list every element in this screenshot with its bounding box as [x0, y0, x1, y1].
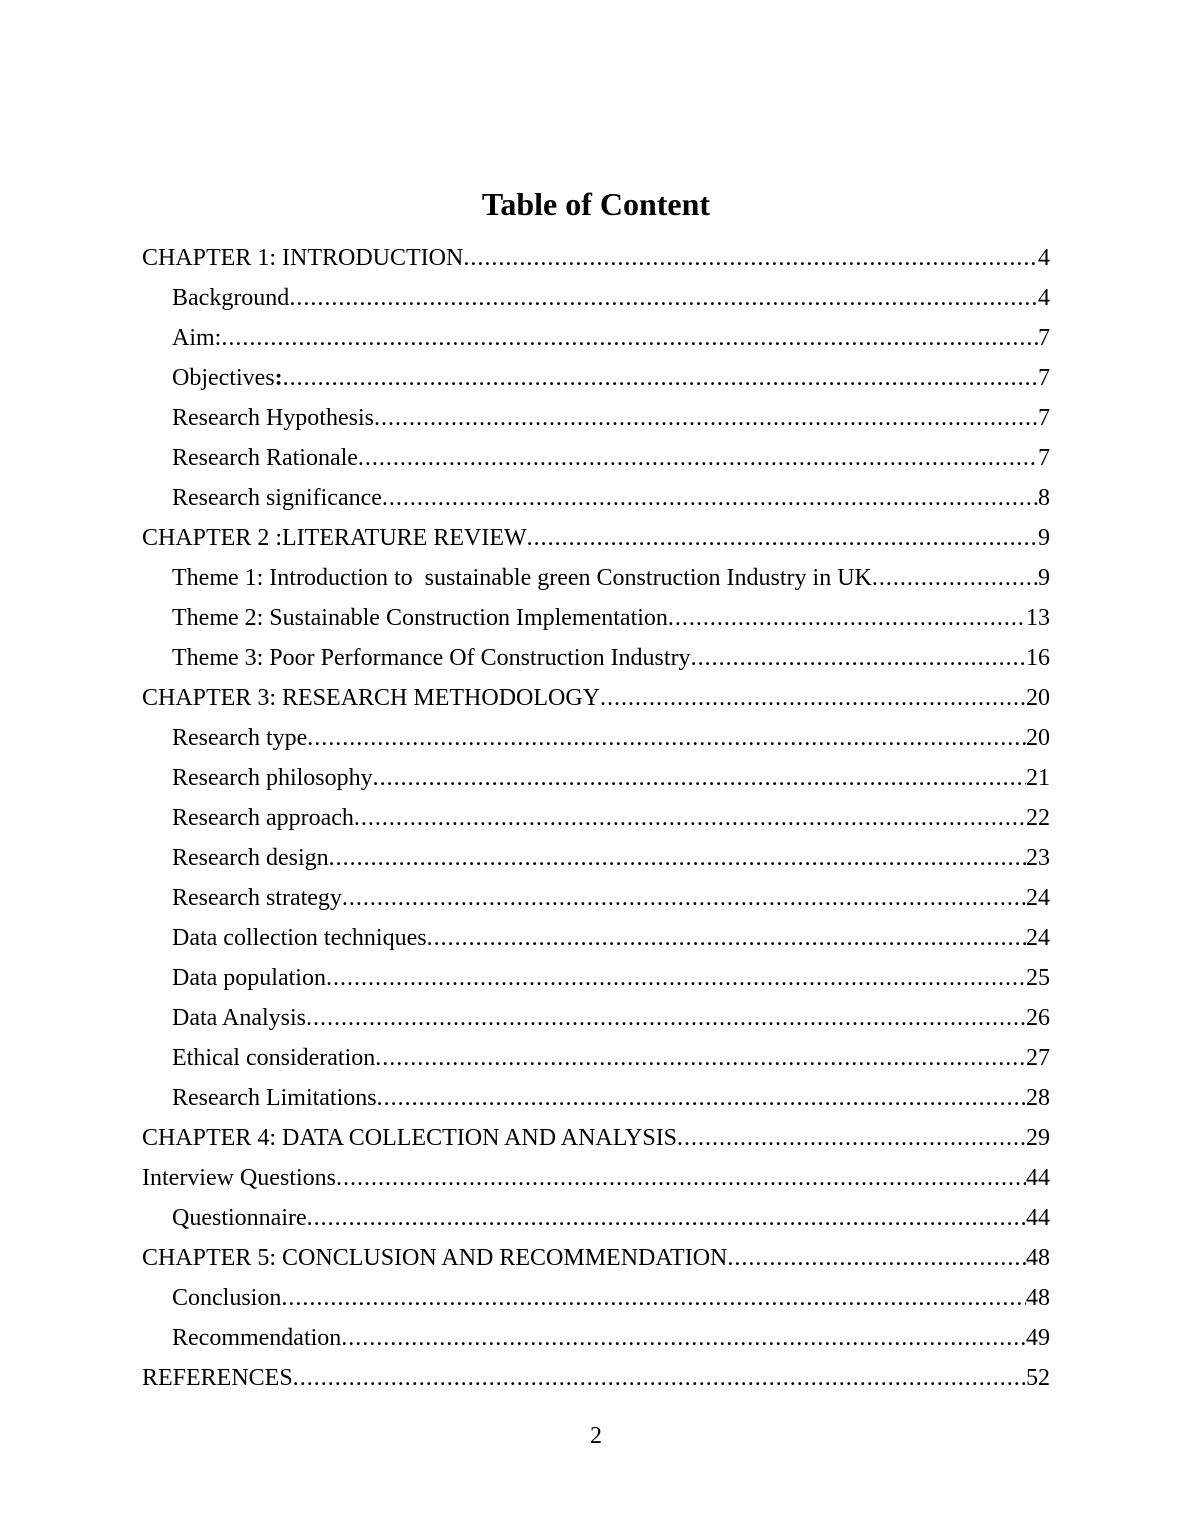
- toc-dot-leader: [307, 1198, 1026, 1238]
- toc-dot-leader: [527, 518, 1038, 558]
- toc-row: [142, 1318, 1050, 1358]
- toc-row: [142, 1198, 1050, 1238]
- toc-row: [142, 838, 1050, 878]
- toc-entry-label: Conclusion: [172, 1285, 282, 1311]
- toc-row: [142, 638, 1050, 678]
- toc-entry-label: Research philosophy: [172, 765, 373, 791]
- toc-entry-label: Research approach: [172, 805, 354, 831]
- toc-page-number: 24: [1026, 885, 1050, 911]
- toc-entry-label: Recommendation: [172, 1325, 342, 1351]
- toc-dot-leader: [289, 278, 1038, 318]
- toc-entry-label: Research type: [172, 725, 308, 751]
- toc-entry-label: Data Analysis: [172, 1005, 306, 1031]
- toc-entry-label: Research strategy: [172, 885, 342, 911]
- toc-dot-leader: [281, 1278, 1026, 1318]
- toc-dot-leader: [427, 918, 1026, 958]
- toc-row: [142, 398, 1050, 438]
- toc-page-number: 4: [1038, 245, 1050, 271]
- toc-page-number: 7: [1038, 405, 1050, 431]
- toc-entry-label: Background: [172, 285, 290, 311]
- toc-row: [142, 918, 1050, 958]
- page-title: Table of Content: [481, 186, 711, 222]
- toc-page-number: 20: [1026, 685, 1050, 711]
- toc-row: [142, 438, 1050, 478]
- toc-page-number: 16: [1026, 645, 1050, 671]
- toc-entry-label: Research Hypothesis: [172, 405, 374, 431]
- toc-page-number: 24: [1026, 925, 1050, 951]
- toc-entry-label: Interview Questions: [142, 1165, 336, 1191]
- toc-row: [142, 1358, 1050, 1398]
- toc-row: [142, 998, 1050, 1038]
- toc-dot-leader: [307, 718, 1026, 758]
- toc-row: [142, 678, 1050, 718]
- page-footer-number: 2: [590, 1423, 602, 1449]
- toc-row: [142, 238, 1050, 278]
- toc-page-number: 49: [1026, 1325, 1050, 1351]
- toc-page-number: 48: [1026, 1245, 1050, 1271]
- toc-dot-leader: [600, 678, 1026, 718]
- toc-row: [142, 878, 1050, 918]
- toc-page-number: 48: [1026, 1285, 1050, 1311]
- toc-dot-leader: [463, 238, 1038, 278]
- toc-row: [142, 1118, 1050, 1158]
- toc-row: [142, 478, 1050, 518]
- toc-dot-leader: [668, 598, 1026, 638]
- toc-row: [142, 358, 1050, 398]
- toc-page-number: 25: [1026, 965, 1050, 991]
- toc-dot-leader: [375, 1038, 1026, 1078]
- toc-entry-label: Theme 3: Poor Performance Of Construction Industry: [172, 645, 691, 671]
- toc-dot-leader: [727, 1238, 1026, 1278]
- toc-dot-leader: [283, 358, 1038, 398]
- toc-dot-leader: [293, 1358, 1026, 1398]
- toc-page-number: 7: [1038, 365, 1050, 391]
- toc-row: [142, 598, 1050, 638]
- toc-page-number: 28: [1026, 1085, 1050, 1111]
- toc-page-number: 44: [1026, 1165, 1050, 1191]
- toc-entry-label: CHAPTER 4: DATA COLLECTION AND ANALYSIS: [142, 1125, 678, 1151]
- toc-page-number: 8: [1038, 485, 1050, 511]
- toc-page-number: 27: [1026, 1045, 1050, 1071]
- toc-entry-label: CHAPTER 1: INTRODUCTION: [142, 245, 464, 271]
- toc-entry-label: Ethical consideration: [172, 1045, 376, 1071]
- toc-dot-leader: [341, 1318, 1026, 1358]
- toc-entry-label: Data collection techniques: [172, 925, 427, 951]
- toc-dot-leader: [377, 1078, 1026, 1118]
- toc-row: [142, 1078, 1050, 1118]
- toc-dot-leader: [354, 798, 1026, 838]
- toc-entry-label: REFERENCES: [142, 1365, 293, 1391]
- toc-entry-label: Research Rationale: [172, 445, 358, 471]
- toc-row: [142, 718, 1050, 758]
- toc-page-number: 26: [1026, 1005, 1050, 1031]
- toc-dot-leader: [677, 1118, 1026, 1158]
- toc-dot-leader: [358, 438, 1038, 478]
- toc-dot-leader: [373, 758, 1026, 798]
- toc-row: [142, 958, 1050, 998]
- toc-entry-label: Research Limitations: [172, 1085, 377, 1111]
- toc-entry-label: Research significance: [172, 485, 382, 511]
- toc-dot-leader: [326, 958, 1026, 998]
- toc-page-number: 13: [1026, 605, 1050, 631]
- toc-page-number: 21: [1026, 765, 1050, 791]
- toc-dot-leader: [306, 998, 1026, 1038]
- toc-page-number: 9: [1038, 525, 1050, 551]
- toc-row: [142, 278, 1050, 318]
- toc-page-number: 52: [1026, 1365, 1050, 1391]
- toc-entry-label: Objectives:: [172, 365, 283, 391]
- toc-entry-label: CHAPTER 3: RESEARCH METHODOLOGY: [142, 685, 601, 711]
- toc-entry-label: Research design: [172, 845, 329, 871]
- toc-entry-label: Theme 1: Introduction to sustainable green Construction Industry in UK: [172, 565, 872, 591]
- toc-dot-leader: [691, 638, 1026, 678]
- toc-entry-label: Questionnaire: [172, 1205, 307, 1231]
- toc-dot-leader: [336, 1158, 1026, 1198]
- toc-dot-leader: [374, 398, 1038, 438]
- toc-page-number: 7: [1038, 445, 1050, 471]
- toc-entry-label: Aim:: [172, 325, 222, 351]
- toc-dot-leader: [329, 838, 1026, 878]
- toc-dot-leader: [342, 878, 1026, 918]
- toc-dot-leader: [382, 478, 1038, 518]
- toc-entry-label: Theme 2: Sustainable Construction Implementation: [172, 605, 668, 631]
- toc-page-number: 9: [1038, 565, 1050, 591]
- toc-row: [142, 1038, 1050, 1078]
- table-of-contents: [142, 238, 1050, 1398]
- toc-row: [142, 1278, 1050, 1318]
- toc-page-number: 22: [1026, 805, 1050, 831]
- toc-row: [142, 758, 1050, 798]
- toc-entry-label: Data population: [172, 965, 326, 991]
- toc-row: [142, 558, 1050, 598]
- toc-dot-leader: [872, 558, 1038, 598]
- toc-row: [142, 318, 1050, 358]
- toc-row: [142, 1158, 1050, 1198]
- toc-row: [142, 1238, 1050, 1278]
- toc-entry-label: CHAPTER 2 :LITERATURE REVIEW: [142, 525, 527, 551]
- toc-entry-label: CHAPTER 5: CONCLUSION AND RECOMMENDATION: [142, 1245, 728, 1271]
- toc-page-number: 29: [1026, 1125, 1050, 1151]
- toc-dot-leader: [221, 318, 1038, 358]
- toc-row: [142, 518, 1050, 558]
- toc-page-number: 7: [1038, 325, 1050, 351]
- toc-page-number: 4: [1038, 285, 1050, 311]
- toc-page-number: 44: [1026, 1205, 1050, 1231]
- toc-row: [142, 798, 1050, 838]
- toc-page-number: 20: [1026, 725, 1050, 751]
- toc-page-number: 23: [1026, 845, 1050, 871]
